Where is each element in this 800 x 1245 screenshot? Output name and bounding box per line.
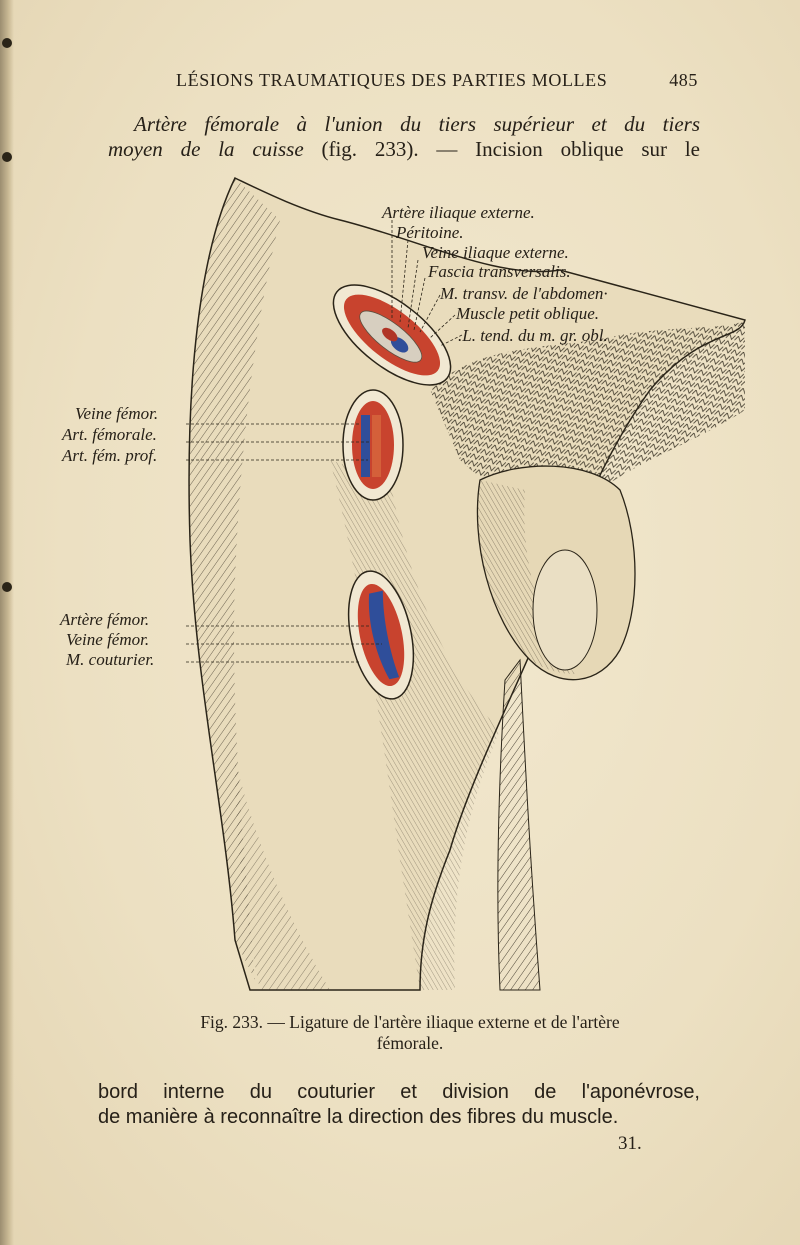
figure-illustration: [0, 160, 800, 1010]
page-number: 485: [669, 70, 698, 90]
femoral-incision-upper: [343, 390, 403, 500]
label-artere-femorale-upper: Art. fémorale.: [62, 425, 157, 444]
label-petit-oblique: Muscle petit oblique.: [456, 304, 600, 323]
paragraph-bottom: [98, 1080, 700, 1130]
figure-caption-line1: Fig. 233. — Ligature de l'artère iliaque externe et de l'artère: [200, 1012, 620, 1032]
label-muscle-couturier: M. couturier.: [66, 650, 155, 669]
label-veine-iliaque-externe: Veine iliaque externe.: [422, 243, 569, 262]
label-tendon-grand-oblique: .L. tend. du m. gr. obl.: [458, 326, 608, 345]
paragraph-top: [108, 112, 700, 162]
anatomical-figure: [0, 160, 800, 1010]
label-peritoine: Péritoine.: [396, 223, 464, 242]
other-leg: [498, 660, 540, 990]
label-transverse-abdomen: M. transv. de l'abdomen·: [440, 284, 608, 303]
label-artere-femorale-lower: Artère fémor.: [60, 610, 150, 629]
label-veine-femorale-lower: Veine fémor.: [66, 630, 150, 649]
running-title: LÉSIONS TRAUMATIQUES DES PARTIES MOLLES: [176, 70, 608, 90]
signature-mark: 31.: [618, 1133, 642, 1154]
label-veine-femorale-upper: Veine fémor.: [75, 404, 159, 423]
binding-hole: [2, 38, 12, 48]
paragraph-top-line1: Artère fémorale à l'union du tiers supérieur et du tiers: [134, 112, 700, 136]
label-artere-iliaque-externe: Artère iliaque externe.: [382, 203, 535, 222]
label-fascia-transversalis: Fascia transversalis.: [428, 262, 571, 281]
paragraph-bottom-line2: de manière à reconnaître la direction des fibres du muscle.: [98, 1106, 619, 1128]
figure-caption: [130, 1012, 690, 1054]
figure-caption-line2: fémorale.: [376, 1033, 444, 1053]
paragraph-bottom-line1: bord interne du couturier et division de l'aponévrose,: [98, 1081, 700, 1103]
paragraph-top-line2-rest: (fig. 233). — Incision oblique sur le: [303, 137, 700, 161]
paragraph-top-line2-italic: moyen de la cuisse: [108, 137, 304, 161]
label-artere-femorale-profonde: Art. fém. prof.: [62, 446, 158, 465]
testis-shape: [533, 550, 597, 670]
paragraph-top-line2: [108, 137, 700, 162]
